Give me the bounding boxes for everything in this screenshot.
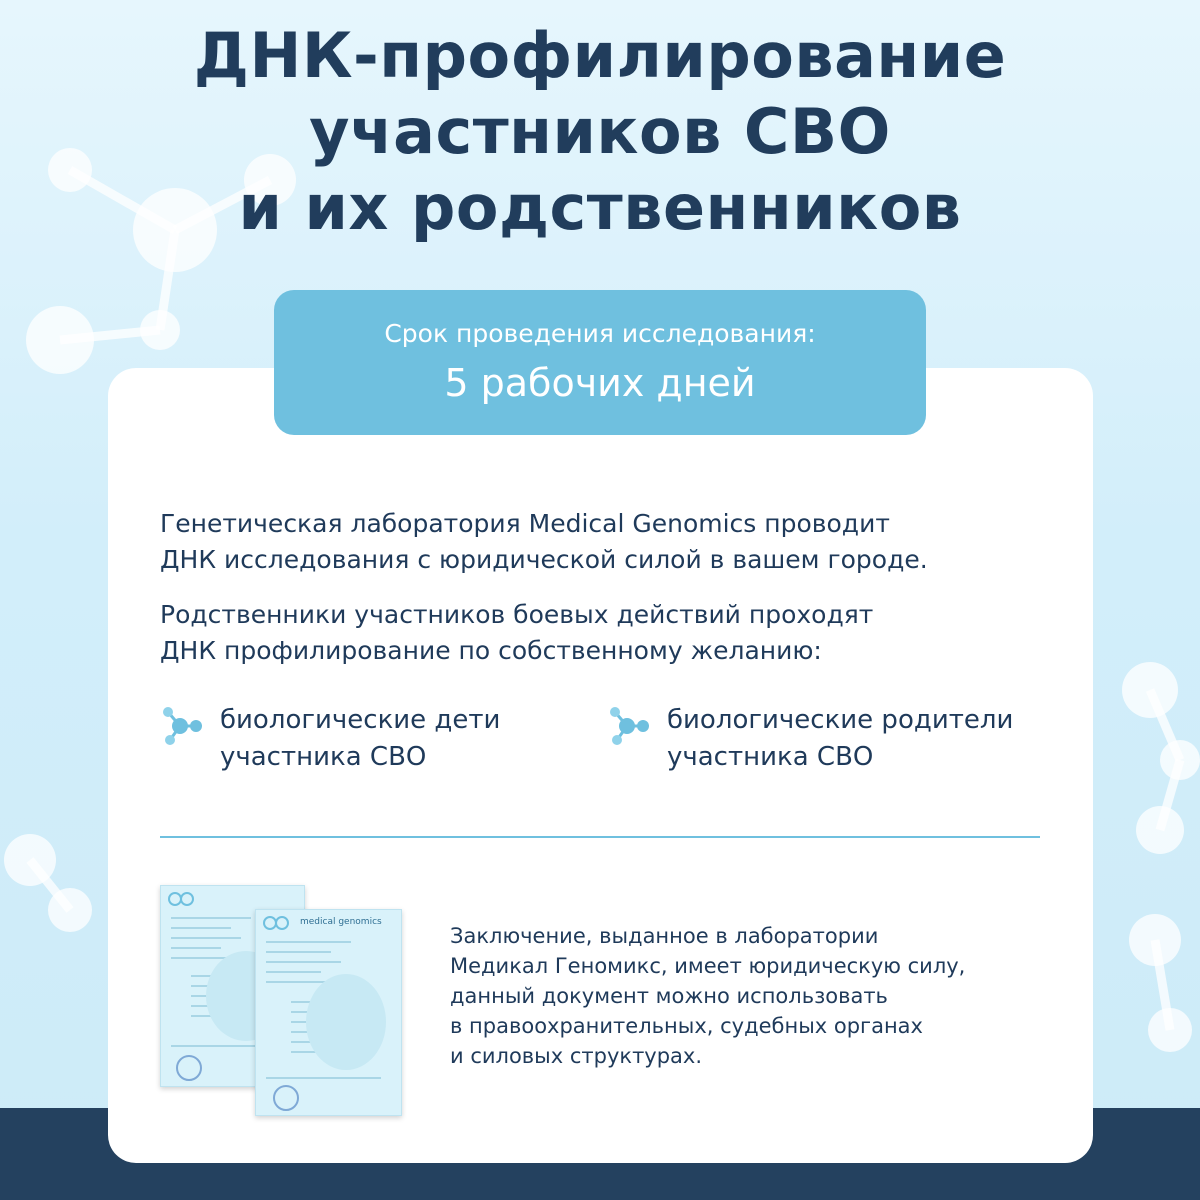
molecule-icon <box>607 704 651 748</box>
conclusion-line: и силовых структурах. <box>450 1044 703 1068</box>
conclusion-line: Медикал Геномикс, имеет юридическую силу, <box>450 954 966 978</box>
document-preview-front <box>255 909 402 1116</box>
conclusion-line: Заключение, выданное в лаборатории <box>450 924 879 948</box>
page-title <box>0 18 1200 246</box>
bullet-line: участника СВО <box>667 742 874 772</box>
title-line: участников СВО <box>309 95 891 168</box>
bullet-line: биологические родители <box>667 705 1014 735</box>
term-label: Срок проведения исследования: <box>384 319 816 348</box>
document-brand: medical genomics <box>300 917 382 927</box>
intro-paragraph <box>160 506 1060 578</box>
conclusion-line: данный документ можно использовать <box>450 984 888 1008</box>
conclusion-text <box>450 921 1050 1071</box>
molecule-icon <box>160 704 204 748</box>
bullet-line: биологические дети <box>220 705 501 735</box>
bullet-text <box>667 702 1087 776</box>
bullet-line: участника СВО <box>220 742 427 772</box>
term-badge <box>274 290 926 435</box>
bullet-text <box>220 702 640 776</box>
title-line: ДНК-профилирование <box>193 19 1007 92</box>
paragraph-line: ДНК исследования с юридической силой в вашем городе. <box>160 545 928 574</box>
divider <box>160 836 1040 838</box>
conclusion-line: в правоохранительных, судебных органах <box>450 1014 923 1038</box>
paragraph-line: Родственники участников боевых действий проходят <box>160 600 874 629</box>
term-value: 5 рабочих дней <box>444 361 756 405</box>
paragraph-line: ДНК профилирование по собственному желанию: <box>160 636 822 665</box>
title-line: и их родственников <box>238 171 962 244</box>
relatives-paragraph <box>160 597 1060 669</box>
paragraph-line: Генетическая лаборатория Medical Genomics проводит <box>160 509 890 538</box>
